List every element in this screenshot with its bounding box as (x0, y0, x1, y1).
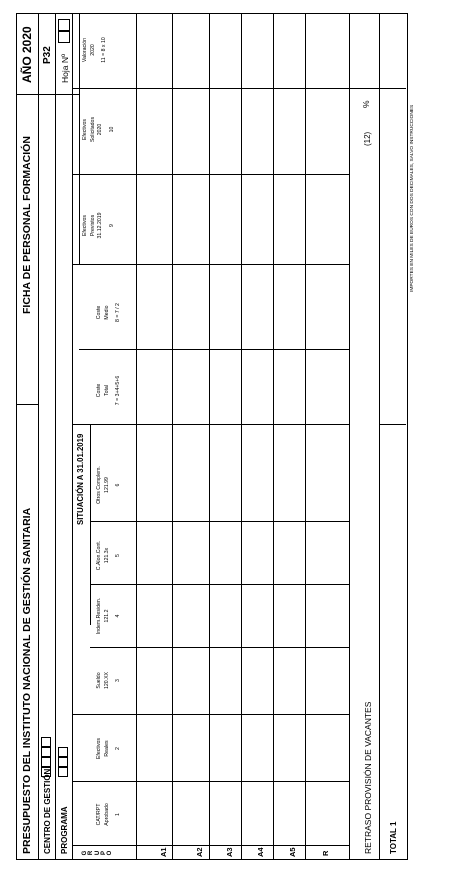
col-header: C.Alon.Cont. 121.3x 5 (96, 540, 122, 571)
col-line (72, 424, 349, 425)
retraso-ref: (12) (363, 131, 372, 146)
row-line (241, 13, 242, 860)
col-header: Efectivos Reales 2 (96, 737, 122, 760)
centro-label: CENTRO DE GESTIÓN (43, 768, 52, 854)
row-line (305, 13, 306, 860)
row-line (273, 13, 274, 860)
col-header: Coste Total 7 = 3+4+5+6 (96, 375, 122, 406)
hoja-label: Hoja Nº (60, 53, 70, 83)
col-line (90, 647, 349, 648)
col-line (72, 174, 349, 175)
centro-box[interactable] (41, 747, 51, 757)
col-header: Coste Medio 8 = 7 / 2 (96, 303, 122, 322)
retraso-label: RETRASO PROVISIÓN DE VACANTES (363, 701, 373, 854)
divider (16, 94, 79, 95)
col-line (379, 424, 406, 425)
col-header: Efectivos Solicitados 2020 10 (82, 116, 115, 143)
col-line (90, 521, 349, 522)
col-line (72, 781, 349, 782)
divider (38, 13, 39, 860)
row-label: A1 (159, 847, 168, 857)
col-line (72, 845, 349, 846)
percent-sign: % (361, 100, 371, 108)
rotated-form-page (16, 13, 415, 860)
row-label: R (321, 850, 330, 856)
col-header: Indem.Residen. 121.2 4 (96, 597, 122, 635)
centro-box[interactable] (41, 767, 51, 777)
centro-box[interactable] (41, 737, 51, 747)
col-line (72, 88, 406, 89)
budget-title: PRESUPUESTO DEL INSTITUTO NACIONAL DE GESTIÓN SANITARIA (21, 507, 33, 854)
grupo-label: G R U P O (82, 850, 114, 856)
centro-box[interactable] (41, 757, 51, 767)
row-line (172, 13, 173, 860)
row-label: A4 (256, 847, 265, 857)
col-line (72, 714, 349, 715)
row-label: A3 (225, 847, 234, 857)
programa-box[interactable] (58, 747, 68, 757)
programa-box[interactable] (58, 767, 68, 777)
programa-box[interactable] (58, 757, 68, 767)
total-label: TOTAL 1 (389, 821, 398, 854)
col-line (72, 264, 349, 265)
hoja-box[interactable] (58, 19, 70, 31)
divider (349, 13, 350, 860)
form-name: FICHA DE PERSONAL FORMACIÓN (21, 136, 33, 314)
divider (16, 404, 38, 405)
row-line (209, 13, 210, 860)
col-header: Efectivos Previstos 31.12.2019 9 (82, 212, 115, 239)
col-line (90, 584, 349, 585)
hoja-box[interactable] (58, 31, 70, 43)
col-header: Sueldo 120.XX 3 (96, 671, 122, 690)
divider (72, 13, 73, 860)
programa-label: PROGRAMA (60, 806, 69, 854)
form-code: P32 (42, 46, 53, 64)
col-header: Otros Complem. 121.99 6 (96, 466, 122, 504)
personnel-form (16, 13, 415, 860)
row-label: A2 (195, 847, 204, 857)
col-line (79, 349, 349, 350)
divider (79, 13, 80, 265)
col-header: Valoración 2020 11 = 8 x 10 (82, 37, 108, 63)
divider (90, 425, 91, 625)
divider (379, 13, 380, 860)
footnote: IMPORTES EN MILES DE EUROS CON DOS DECIMALES, SALVO INSTRUCCIONES (410, 104, 415, 292)
situacion-title: SITUACIÓN A 31.01.2019 (76, 433, 85, 525)
divider (55, 13, 56, 860)
col-header: CAT/RPT Aprobado 1 (96, 803, 122, 826)
year-label: AÑO 2020 (20, 26, 34, 83)
row-label: A5 (288, 847, 297, 857)
divider (136, 13, 137, 860)
